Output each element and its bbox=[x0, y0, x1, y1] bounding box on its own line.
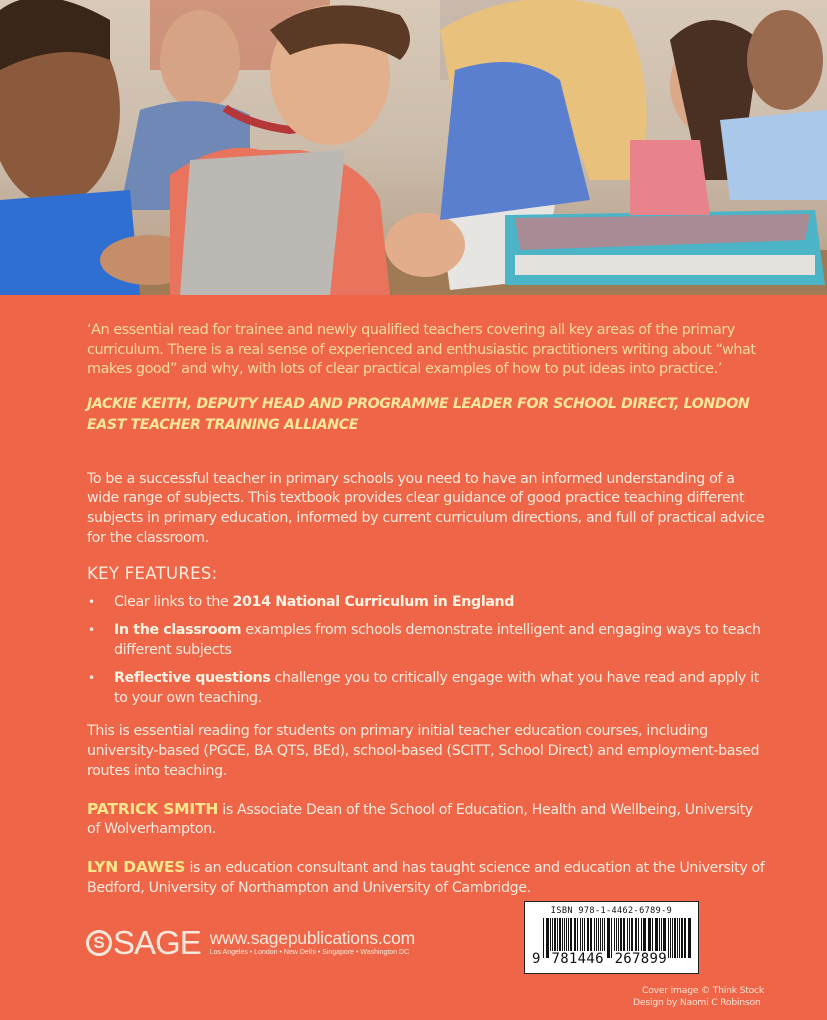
author-bio: PATRICK SMITH is Associate Dean of the School of Education, Health and Wellbeing, University of Wolverhampton. bbox=[87, 799, 753, 838]
bullet-icon: • bbox=[88, 594, 95, 609]
publisher-name: SAGE bbox=[113, 924, 201, 961]
bullet-icon: • bbox=[88, 623, 95, 638]
feature-item: • Reflective questions challenge you to critically engage with what you have read and apply it to your own teaching. bbox=[88, 670, 759, 706]
author-name: PATRICK SMITH bbox=[87, 799, 219, 818]
key-features-list bbox=[87, 593, 767, 709]
isbn-label: ISBN 978-1-4462-6789-9 bbox=[550, 906, 673, 916]
intro-paragraph: To be a successful teacher in primary schools you need to have an informed understanding of a wide range of subjects. This textbook provides clear guidance of good practice teaching different subjects in primary education, informed by current curriculum directions, and full of practical advice for the classroom. bbox=[87, 470, 765, 546]
publisher-cities: Los Angeles • London • New Delhi • Singapore • Washington DC bbox=[209, 949, 410, 956]
audience-paragraph: This is essential reading for students on primary initial teacher education courses, including university-based (PGCE, BA QTS, BEd), school-based (SCITT, School Direct) and employment-based routes into teaching. bbox=[87, 723, 760, 779]
classroom-photo-illustration bbox=[0, 0, 827, 295]
design-credit: Design by Naomi C Robinson bbox=[633, 997, 761, 1008]
cover-image-credit: Cover image © Think Stock bbox=[642, 985, 764, 996]
cover-credits bbox=[633, 985, 764, 1009]
bullet-icon: • bbox=[88, 671, 95, 686]
feature-item: • In the classroom examples from schools demonstrate intelligent and engaging ways to teach different subjects bbox=[88, 622, 761, 658]
feature-item: • Clear links to the 2014 National Curriculum in England bbox=[87, 593, 767, 613]
sage-logo-icon: S bbox=[86, 930, 112, 956]
isbn-barcode bbox=[524, 901, 699, 974]
key-features-heading: KEY FEATURES: bbox=[87, 563, 218, 583]
endorsement-attribution: JACKIE KEITH, DEPUTY HEAD AND PROGRAMME LEADER FOR SCHOOL DIRECT, LONDON EAST TEACHER TRAINING ALLIANCE bbox=[87, 395, 750, 433]
author-bio: LYN DAWES is an education consultant and has taught science and education at the University of Bedford, University of Northampton and University of Cambridge. bbox=[87, 858, 765, 896]
endorsement-quote: ‘An essential read for trainee and newly qualified teachers covering all key areas of the primary curriculum. There is a real sense of experienced and enthusiastic practitioners writing about “what makes good” and why, with lots of clear practical examples of how to put ideas into practice.’ bbox=[87, 322, 756, 377]
back-cover-text bbox=[87, 321, 767, 899]
publisher-logo bbox=[86, 924, 416, 961]
publisher-url[interactable]: www.sagepublications.com bbox=[209, 928, 416, 948]
cover-photo bbox=[0, 0, 827, 295]
barcode-digits: 9 781446 267899 bbox=[532, 951, 667, 967]
author-name: LYN DAWES bbox=[87, 858, 186, 877]
